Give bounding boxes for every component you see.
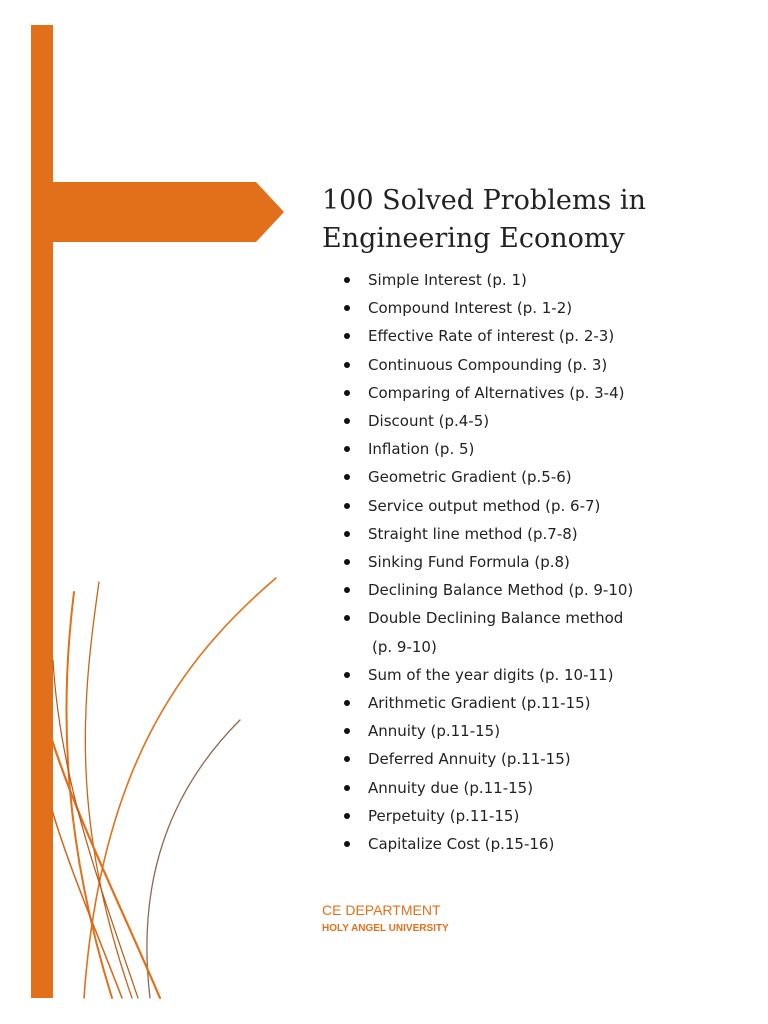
list-item — [338, 351, 738, 379]
department-name: CE DEPARTMENT — [322, 902, 441, 918]
list-item — [338, 548, 738, 576]
list-item-text: Double Declining Balance method — [368, 609, 624, 628]
list-item-text: Annuity (p.11-15) — [368, 722, 501, 741]
bullet-icon — [344, 474, 350, 480]
list-item-continuation: (p. 9-10) — [372, 637, 437, 656]
list-item-text: Geometric Gradient (p.5-6) — [368, 468, 572, 487]
vertical-accent-bar — [31, 25, 53, 998]
list-item — [338, 576, 738, 604]
bullet-icon — [344, 503, 350, 509]
list-item-text: Annuity due (p.11-15) — [368, 778, 534, 797]
bullet-icon — [344, 362, 350, 368]
bullet-icon — [344, 446, 350, 452]
list-item-text: Compound Interest (p. 1-2) — [368, 299, 573, 318]
list-item-text: Service output method (p. 6-7) — [368, 496, 601, 515]
bullet-icon — [344, 756, 350, 762]
list-item-text: Declining Balance Method (p. 9-10) — [368, 581, 634, 600]
list-item-text: Discount (p.4-5) — [368, 412, 490, 431]
list-item-text: Perpetuity (p.11-15) — [368, 806, 520, 825]
list-item-text: Arithmetic Gradient (p.11-15) — [368, 694, 591, 713]
list-item — [338, 266, 738, 294]
list-item — [338, 745, 738, 773]
list-item — [338, 830, 738, 858]
list-item-text: Deferred Annuity (p.11-15) — [368, 750, 571, 769]
list-item — [338, 435, 738, 463]
list-item — [338, 407, 738, 435]
list-item-text: Straight line method (p.7-8) — [368, 524, 578, 543]
topic-list — [338, 266, 738, 858]
bullet-icon — [344, 841, 350, 847]
list-item — [338, 717, 738, 745]
bullet-icon — [344, 305, 350, 311]
bullet-icon — [344, 390, 350, 396]
list-item — [338, 802, 738, 830]
bullet-icon — [344, 700, 350, 706]
list-item — [338, 604, 738, 660]
title-line-2: Engineering Economy — [322, 223, 625, 254]
list-item-text: Sinking Fund Formula (p.8) — [368, 553, 570, 572]
bullet-icon — [344, 672, 350, 678]
bullet-icon — [344, 785, 350, 791]
document-title — [322, 182, 742, 258]
list-item — [338, 661, 738, 689]
bullet-icon — [344, 418, 350, 424]
list-item-text: Sum of the year digits (p. 10-11) — [368, 665, 614, 684]
list-item — [338, 492, 738, 520]
list-item-text: Effective Rate of interest (p. 2-3) — [368, 327, 615, 346]
decorative-swooshes — [52, 578, 276, 998]
bullet-icon — [344, 615, 350, 621]
list-item — [338, 463, 738, 491]
list-item — [338, 322, 738, 350]
list-item-text: Capitalize Cost (p.15-16) — [368, 835, 555, 854]
list-item-text: Inflation (p. 5) — [368, 440, 475, 459]
university-name: HOLY ANGEL UNIVERSITY — [322, 923, 449, 934]
list-item — [338, 520, 738, 548]
bullet-icon — [344, 728, 350, 734]
list-item — [338, 774, 738, 802]
title-line-1: 100 Solved Problems in — [322, 185, 646, 216]
list-item-text: Simple Interest (p. 1) — [368, 271, 527, 289]
bullet-icon — [344, 531, 350, 537]
title-arrow-banner — [31, 182, 284, 242]
bullet-icon — [344, 277, 350, 283]
list-item-text: Comparing of Alternatives (p. 3-4) — [368, 383, 625, 402]
list-item — [338, 689, 738, 717]
bullet-icon — [344, 587, 350, 593]
bullet-icon — [344, 333, 350, 339]
bullet-icon — [344, 559, 350, 565]
bullet-icon — [344, 813, 350, 819]
list-item — [338, 379, 738, 407]
list-item-text: Continuous Compounding (p. 3) — [368, 355, 608, 374]
list-item — [338, 294, 738, 322]
